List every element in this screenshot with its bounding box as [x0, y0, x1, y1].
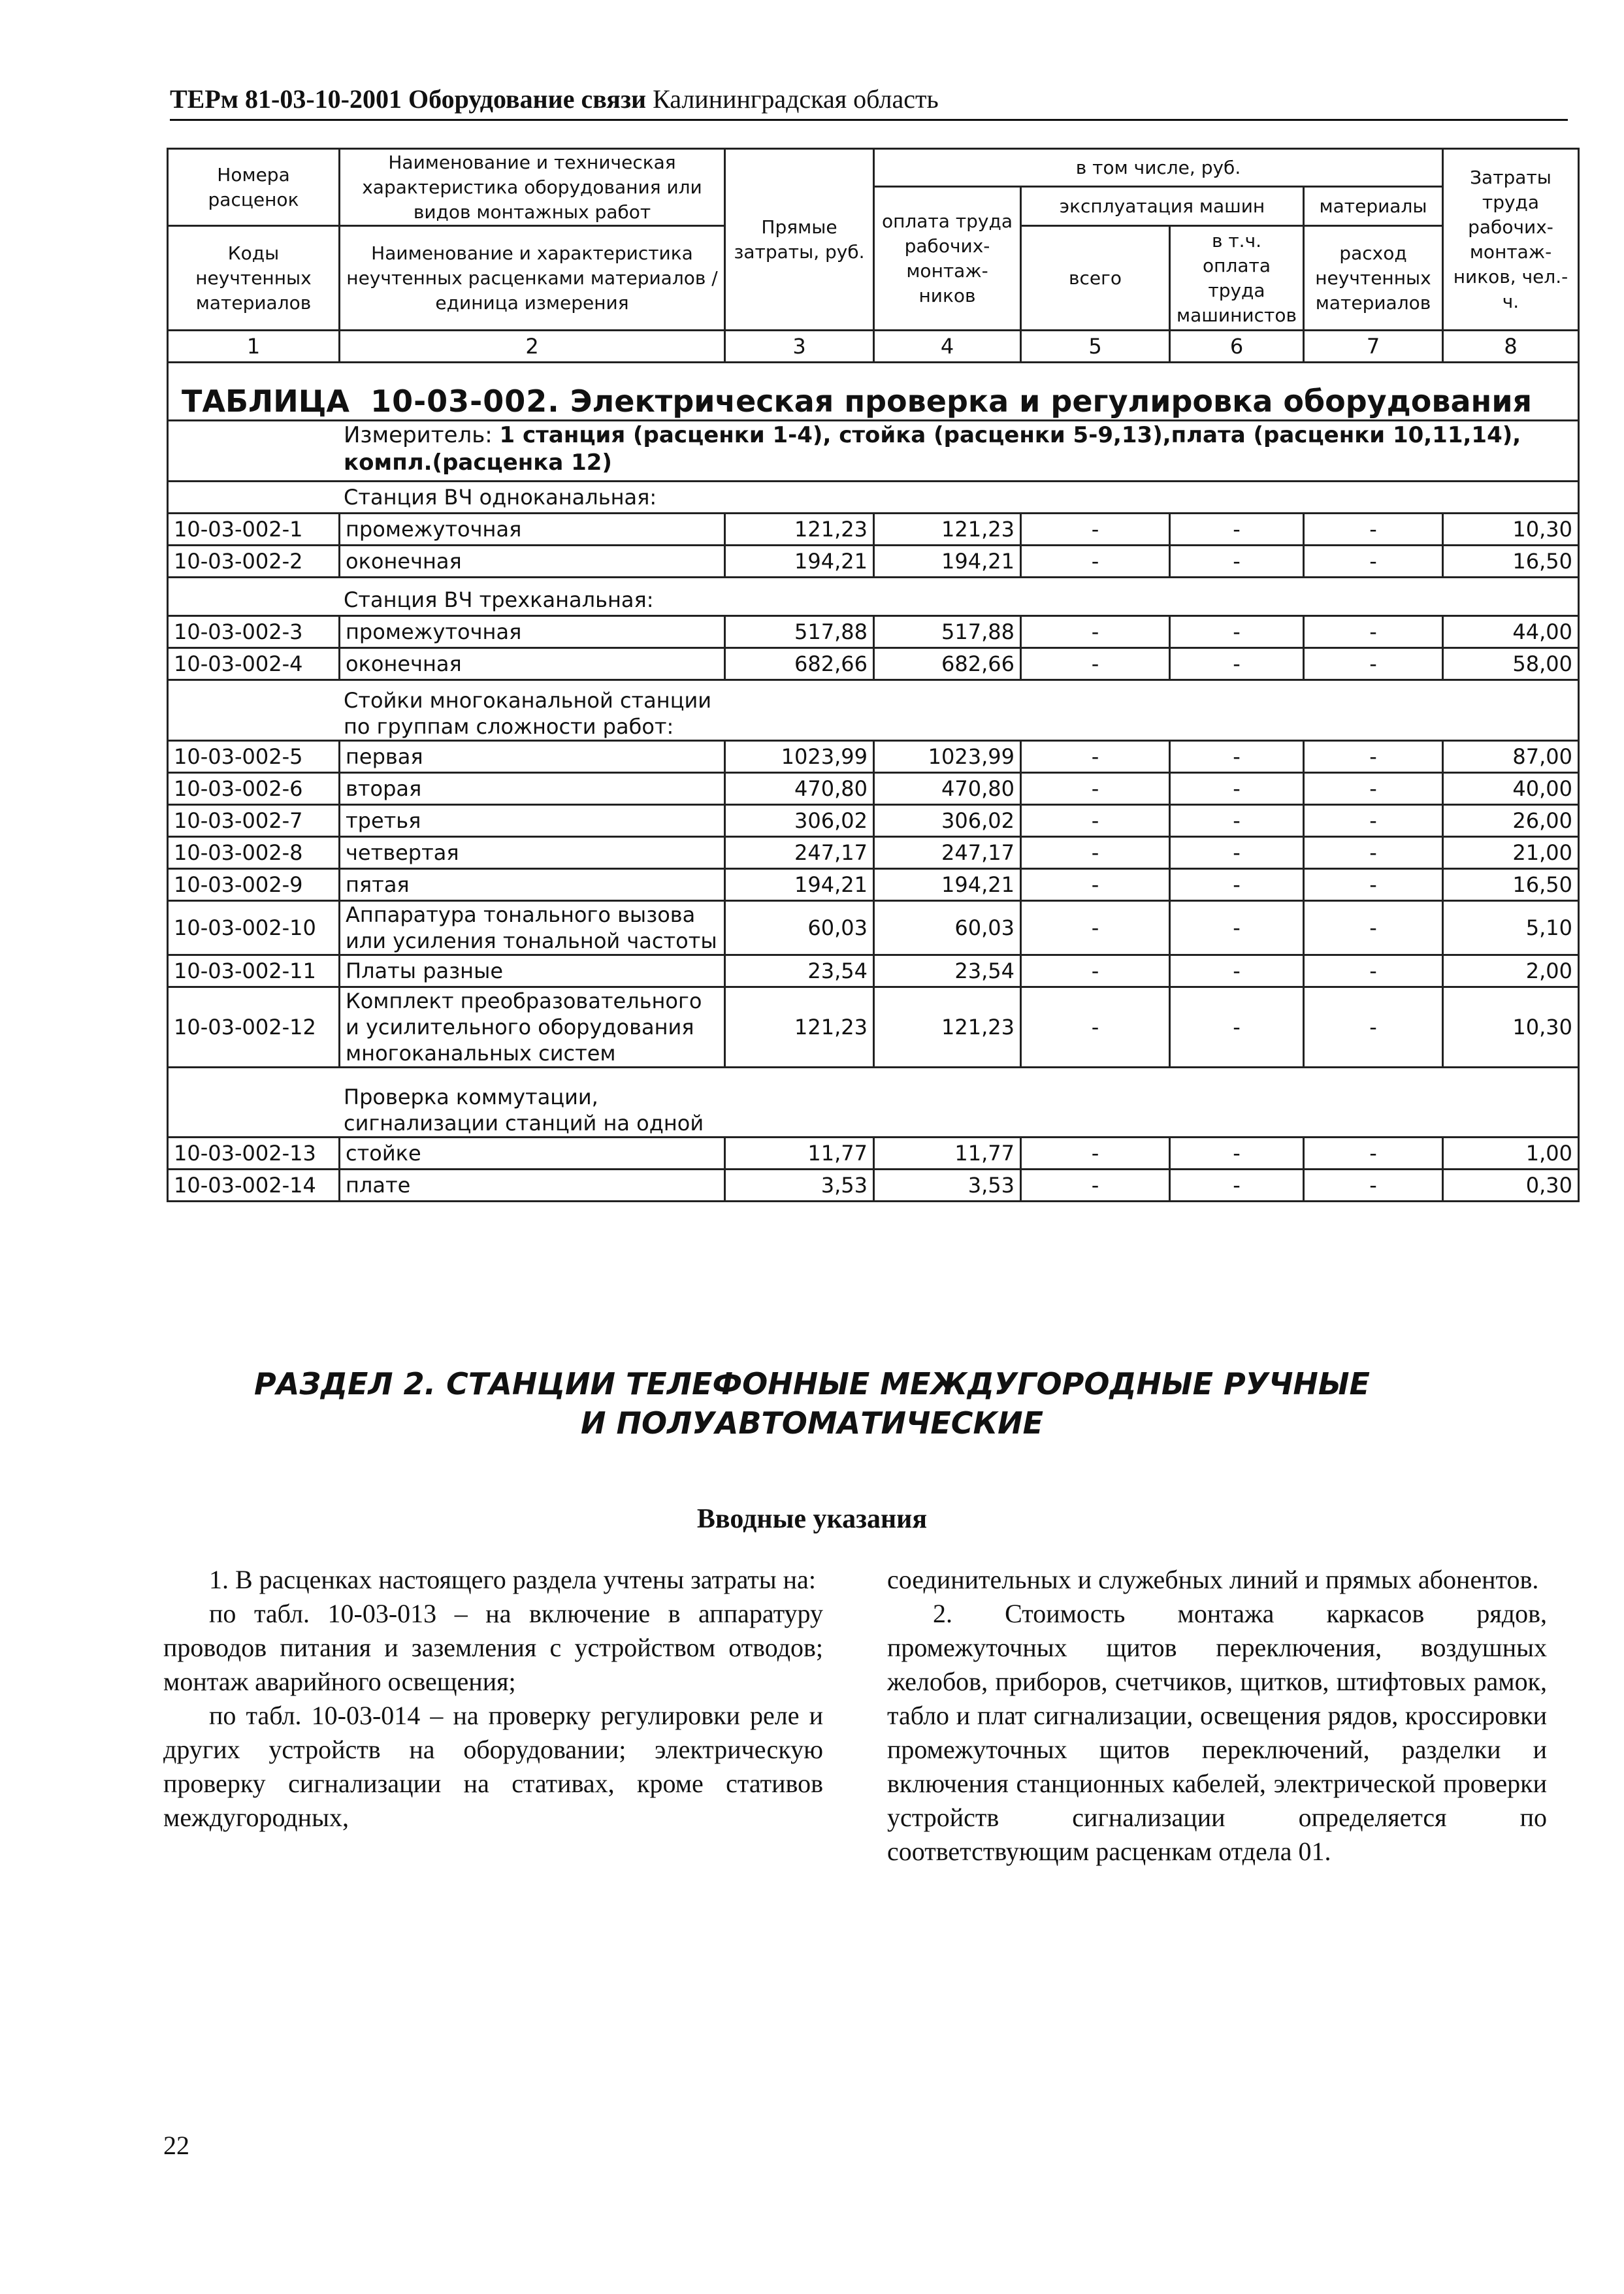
direct-cost: 470,80 — [725, 773, 874, 805]
rate-name: Комплект преобразовательного и усилительного оборудования многоканальных систем — [340, 987, 725, 1068]
measure-prefix: Измеритель: — [344, 422, 493, 448]
material-cost: - — [1304, 869, 1443, 901]
labor-hours: 26,00 — [1443, 805, 1579, 837]
machine-cost: - — [1021, 648, 1170, 680]
rate-name: Аппаратура тонального вызова или усиления тональной частоты — [340, 901, 725, 955]
rate-name: оконечная — [340, 546, 725, 578]
machine-cost: - — [1021, 546, 1170, 578]
direct-cost: 682,66 — [725, 648, 874, 680]
machinist-cost: - — [1170, 741, 1304, 773]
labor-cost: 194,21 — [874, 546, 1021, 578]
rate-code: 10-03-002-4 — [168, 648, 340, 680]
section-title-line1: РАЗДЕЛ 2. СТАНЦИИ ТЕЛЕФОННЫЕ МЕЖДУГОРОДНЫЕ РУЧНЫЕ — [254, 1366, 1370, 1401]
page-number: 22 — [163, 2131, 189, 2160]
section-title-line2: И ПОЛУАВТОМАТИЧЕСКИЕ — [580, 1405, 1044, 1441]
column-numbers — [168, 331, 1579, 363]
machinist-cost: - — [1170, 987, 1304, 1068]
machinist-cost: - — [1170, 1170, 1304, 1202]
material-cost: - — [1304, 773, 1443, 805]
group-heading — [168, 680, 1579, 741]
rate-code: 10-03-002-1 — [168, 514, 340, 546]
material-cost: - — [1304, 837, 1443, 869]
direct-cost: 3,53 — [725, 1170, 874, 1202]
labor-hours: 10,30 — [1443, 987, 1579, 1068]
labor-hours: 2,00 — [1443, 955, 1579, 987]
rate-name: третья — [340, 805, 725, 837]
material-cost: - — [1304, 616, 1443, 648]
labor-hours: 40,00 — [1443, 773, 1579, 805]
machine-cost: - — [1021, 805, 1170, 837]
head-col5: всего — [1021, 226, 1170, 331]
col-number: 8 — [1443, 331, 1579, 363]
machinist-cost: - — [1170, 773, 1304, 805]
labor-cost: 121,23 — [874, 987, 1021, 1068]
rate-name: стойке — [340, 1138, 725, 1170]
table-row — [168, 1138, 1579, 1170]
rate-code: 10-03-002-5 — [168, 741, 340, 773]
table-row — [168, 741, 1579, 773]
machinist-cost: - — [1170, 514, 1304, 546]
rate-code: 10-03-002-9 — [168, 869, 340, 901]
labor-cost: 60,03 — [874, 901, 1021, 955]
head-machines: эксплуатация машин — [1021, 187, 1304, 226]
labor-hours: 44,00 — [1443, 616, 1579, 648]
material-cost: - — [1304, 1138, 1443, 1170]
direct-cost: 60,03 — [725, 901, 874, 955]
table-row — [168, 616, 1579, 648]
material-cost: - — [1304, 987, 1443, 1068]
table-row — [168, 514, 1579, 546]
head-col1-bottom: Коды неучтенных материалов — [168, 226, 340, 331]
measure-text: 1 станция (расценки 1-4), стойка (расценки 5-9,13),плата (расценки 10,11,14), компл.(расценка 12) — [344, 422, 1521, 476]
table-row — [168, 648, 1579, 680]
head-col7: расход неучтенных материалов — [1304, 226, 1443, 331]
table-row — [168, 869, 1579, 901]
rate-code: 10-03-002-6 — [168, 773, 340, 805]
labor-hours: 58,00 — [1443, 648, 1579, 680]
page-header — [170, 84, 1568, 121]
labor-hours: 16,50 — [1443, 869, 1579, 901]
section-title — [0, 1364, 1624, 1443]
rate-name: промежуточная — [340, 616, 725, 648]
rate-code: 10-03-002-8 — [168, 837, 340, 869]
rate-code: 10-03-002-13 — [168, 1138, 340, 1170]
machine-cost: - — [1021, 837, 1170, 869]
intro-right-column — [887, 1563, 1547, 1869]
intro-paragraph: соединительных и служебных линий и прямых абонентов. — [887, 1565, 1539, 1594]
labor-cost: 3,53 — [874, 1170, 1021, 1202]
direct-cost: 194,21 — [725, 869, 874, 901]
direct-cost: 23,54 — [725, 955, 874, 987]
rate-code: 10-03-002-14 — [168, 1170, 340, 1202]
table-title-label: ТАБЛИЦА — [182, 384, 350, 419]
labor-cost: 306,02 — [874, 805, 1021, 837]
head-col4: оплата труда рабочих-монтаж-ников — [874, 187, 1021, 331]
labor-hours: 1,00 — [1443, 1138, 1579, 1170]
machine-cost: - — [1021, 869, 1170, 901]
table-row — [168, 837, 1579, 869]
rate-name: оконечная — [340, 648, 725, 680]
rate-code: 10-03-002-11 — [168, 955, 340, 987]
machine-cost: - — [1021, 987, 1170, 1068]
machine-cost: - — [1021, 901, 1170, 955]
labor-hours: 16,50 — [1443, 546, 1579, 578]
rate-name: пятая — [340, 869, 725, 901]
machinist-cost: - — [1170, 869, 1304, 901]
direct-cost: 121,23 — [725, 987, 874, 1068]
intro-left-column — [163, 1563, 823, 1835]
direct-cost: 306,02 — [725, 805, 874, 837]
rate-name: вторая — [340, 773, 725, 805]
table-row — [168, 987, 1579, 1068]
group-heading: Станция ВЧ трехканальная: — [168, 578, 1579, 616]
header-code: ТЕРм 81-03-10-2001 Оборудование связи — [170, 84, 647, 114]
labor-cost: 11,77 — [874, 1138, 1021, 1170]
direct-cost: 11,77 — [725, 1138, 874, 1170]
header-region: Калининградская область — [653, 84, 939, 114]
intro-paragraph: 1. В расценках настоящего раздела учтены затраты на: — [209, 1565, 816, 1594]
labor-cost: 247,17 — [874, 837, 1021, 869]
labor-hours: 5,10 — [1443, 901, 1579, 955]
machinist-cost: - — [1170, 805, 1304, 837]
material-cost: - — [1304, 514, 1443, 546]
group-heading-text: Стойки многоканальной станции по группам сложности работ: — [344, 688, 712, 739]
group-heading — [168, 1068, 1579, 1138]
material-cost: - — [1304, 901, 1443, 955]
col-number: 4 — [874, 331, 1021, 363]
head-col2-top: Наименование и техническая характеристика оборудования или видов монтажных работ — [340, 149, 725, 226]
head-col1-top: Номера расценок — [168, 149, 340, 226]
material-cost: - — [1304, 1170, 1443, 1202]
table-row — [168, 1170, 1579, 1202]
table-row — [168, 805, 1579, 837]
material-cost: - — [1304, 805, 1443, 837]
machine-cost: - — [1021, 955, 1170, 987]
col-number: 3 — [725, 331, 874, 363]
table-row — [168, 773, 1579, 805]
labor-hours: 21,00 — [1443, 837, 1579, 869]
direct-cost: 194,21 — [725, 546, 874, 578]
intro-title: Вводные указания — [696, 1504, 928, 1534]
rate-code: 10-03-002-2 — [168, 546, 340, 578]
machine-cost: - — [1021, 1170, 1170, 1202]
head-in-total: в том числе, руб. — [874, 149, 1443, 187]
col-number: 7 — [1304, 331, 1443, 363]
head-col3: Прямые затраты, руб. — [725, 149, 874, 331]
machinist-cost: - — [1170, 901, 1304, 955]
machinist-cost: - — [1170, 648, 1304, 680]
col-number: 5 — [1021, 331, 1170, 363]
head-materials: материалы — [1304, 187, 1443, 226]
rate-code: 10-03-002-7 — [168, 805, 340, 837]
table-row — [168, 546, 1579, 578]
group-heading-text: Проверка коммутации, сигнализации станций на одной — [344, 1085, 704, 1136]
head-col6: в т.ч. оплата труда машинистов — [1170, 226, 1304, 331]
rate-name: плате — [340, 1170, 725, 1202]
labor-hours: 87,00 — [1443, 741, 1579, 773]
col-number: 2 — [340, 331, 725, 363]
machinist-cost: - — [1170, 616, 1304, 648]
labor-cost: 1023,99 — [874, 741, 1021, 773]
machine-cost: - — [1021, 616, 1170, 648]
table-row — [168, 955, 1579, 987]
labor-hours: 0,30 — [1443, 1170, 1579, 1202]
labor-hours: 10,30 — [1443, 514, 1579, 546]
rate-name: промежуточная — [340, 514, 725, 546]
machine-cost: - — [1021, 741, 1170, 773]
labor-cost: 194,21 — [874, 869, 1021, 901]
col-number: 1 — [168, 331, 340, 363]
direct-cost: 121,23 — [725, 514, 874, 546]
machinist-cost: - — [1170, 955, 1304, 987]
machine-cost: - — [1021, 773, 1170, 805]
direct-cost: 517,88 — [725, 616, 874, 648]
material-cost: - — [1304, 648, 1443, 680]
intro-paragraph: по табл. 10-03-014 – на проверку регулировки реле и других устройств на оборудовании; электрическую проверку сигнализации на стативах, кроме стативов междугородных, — [163, 1701, 823, 1832]
labor-cost: 517,88 — [874, 616, 1021, 648]
head-col8: Затраты труда рабочих-монтаж-ников, чел.-ч. — [1443, 149, 1579, 331]
machine-cost: - — [1021, 514, 1170, 546]
rates-table — [167, 148, 1580, 1202]
rate-name: четвертая — [340, 837, 725, 869]
machine-cost: - — [1021, 1138, 1170, 1170]
rate-name: первая — [340, 741, 725, 773]
table-title-name: Электрическая проверка и регулировка оборудования — [570, 384, 1533, 419]
group-heading: Станция ВЧ одноканальная: — [168, 482, 1579, 514]
labor-cost: 682,66 — [874, 648, 1021, 680]
material-cost: - — [1304, 955, 1443, 987]
labor-cost: 470,80 — [874, 773, 1021, 805]
machinist-cost: - — [1170, 546, 1304, 578]
col-number: 6 — [1170, 331, 1304, 363]
rate-code: 10-03-002-10 — [168, 901, 340, 955]
head-col2-bottom: Наименование и характеристика неучтенных расценками материалов / единица измерения — [340, 226, 725, 331]
measure — [168, 421, 1579, 482]
machinist-cost: - — [1170, 837, 1304, 869]
table-title — [168, 363, 1579, 421]
rate-code: 10-03-002-12 — [168, 987, 340, 1068]
intro-paragraph: 2. Стоимость монтажа каркасов рядов, промежуточных щитов переключения, воздушных желобов, приборов, счетчиков, щитков, штифтовых рамок, табло и плат сигнализации, освещения рядов, кроссировки промежуточных щитов переключений, разделки и включения станционных кабелей, электрической проверки устройств сигнализации определяется по соответствующим расценкам отдела 01. — [887, 1599, 1547, 1866]
table-title-number: 10-03-002. — [370, 384, 560, 419]
machinist-cost: - — [1170, 1138, 1304, 1170]
material-cost: - — [1304, 546, 1443, 578]
direct-cost: 247,17 — [725, 837, 874, 869]
material-cost: - — [1304, 741, 1443, 773]
rate-name: Платы разные — [340, 955, 725, 987]
direct-cost: 1023,99 — [725, 741, 874, 773]
labor-cost: 23,54 — [874, 955, 1021, 987]
labor-cost: 121,23 — [874, 514, 1021, 546]
rate-code: 10-03-002-3 — [168, 616, 340, 648]
table-row — [168, 901, 1579, 955]
intro-paragraph: по табл. 10-03-013 – на включение в аппаратуру проводов питания и заземления с устройством отводов; монтаж аварийного освещения; — [163, 1599, 823, 1696]
